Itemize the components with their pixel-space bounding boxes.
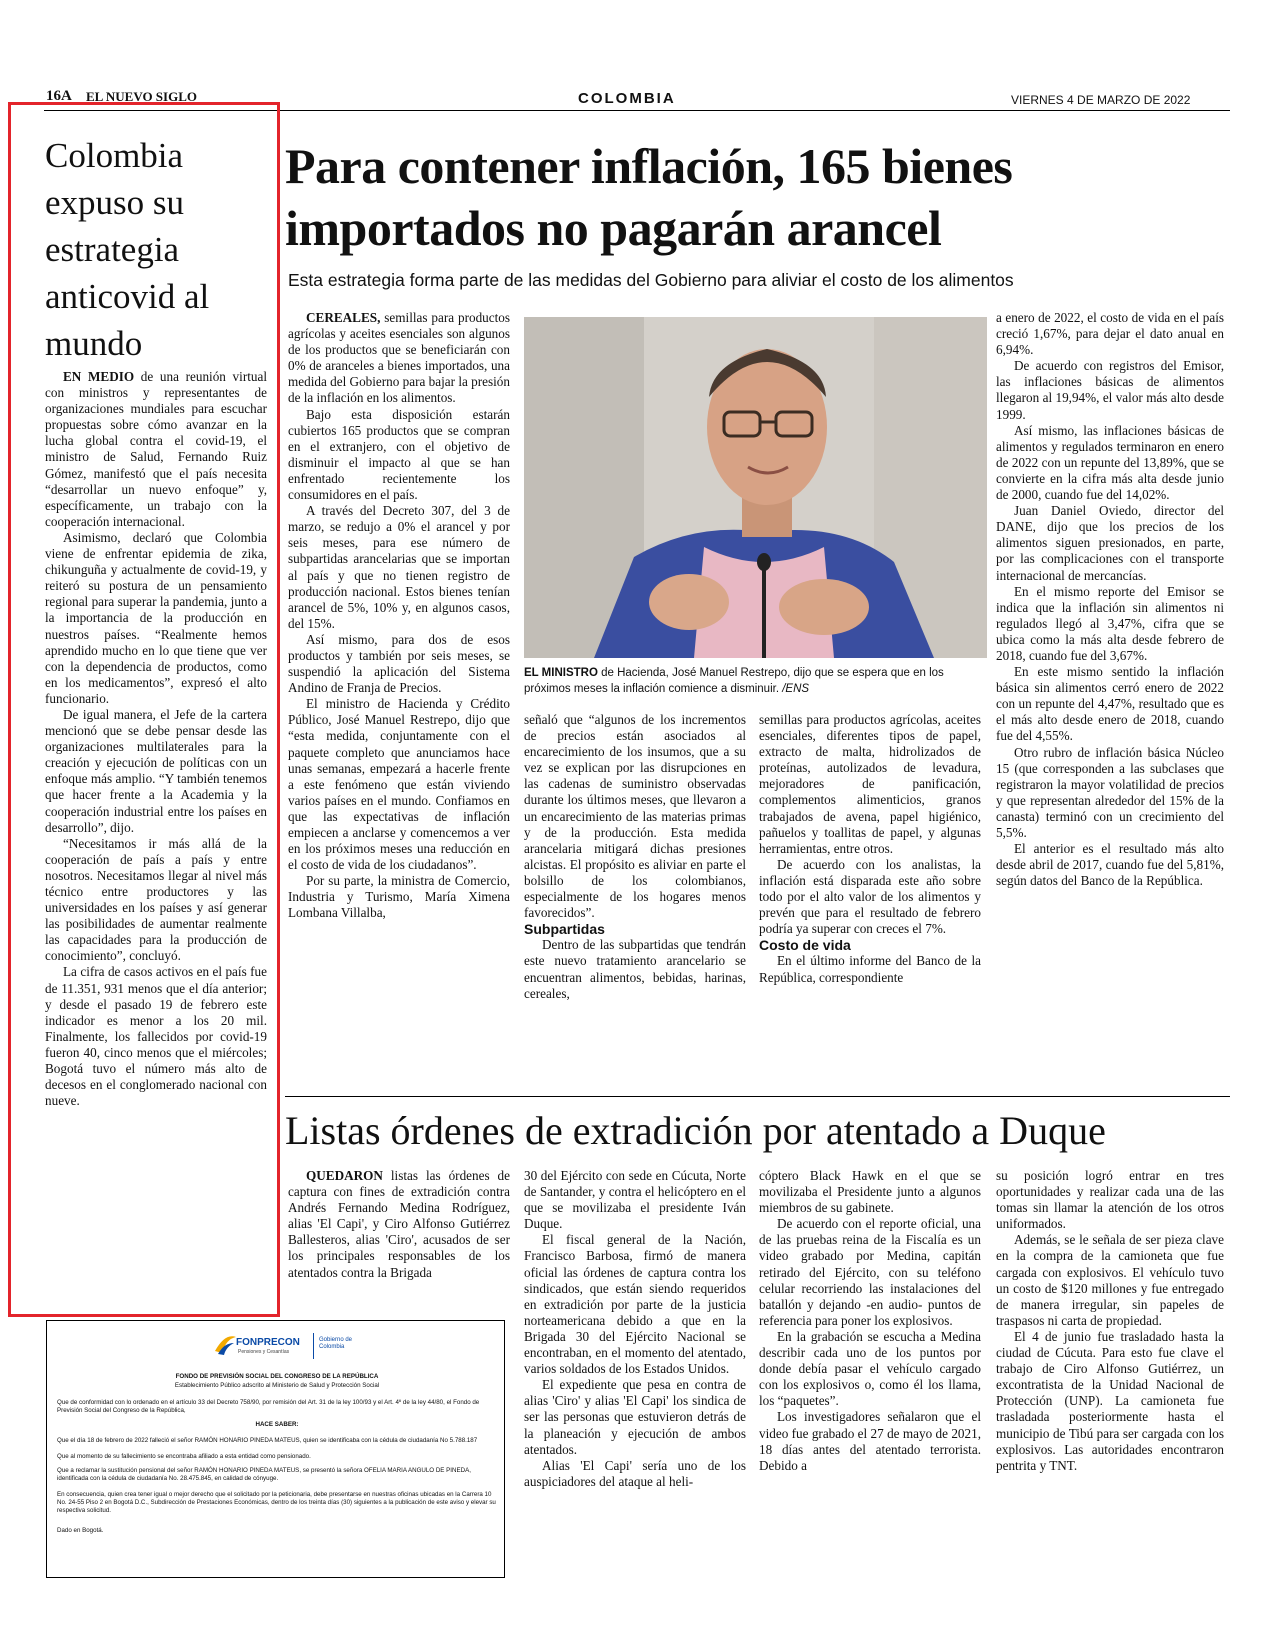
main-column-2 [524, 712, 746, 1002]
minister-illustration [524, 317, 987, 658]
main-paragraph: Así mismo, las inflaciones básicas de alimentos y regulados terminaron en enero de 2022 con un repunte del 13,89%, que se convierte en la cifra más alta desde junio de 2000, cuando fue del 14,02%. [996, 422, 1224, 503]
main-headline: Para contener inflación, 165 bienes importados no pagarán arancel [285, 138, 1013, 256]
logo-divider [313, 1333, 314, 1359]
fonprecon-logo-icon [212, 1331, 238, 1357]
photo-caption [524, 665, 989, 697]
second-paragraph: Alias 'El Capi' sería uno de los auspiciadores del ataque al heli- [524, 1457, 746, 1489]
second-column-1 [288, 1168, 510, 1281]
main-paragraph: Así mismo, para dos de esos productos y también por seis meses, se suspendió la aplicación del Sistema Andino de Franja de Precios. [288, 631, 510, 696]
main-paragraph: En este mismo sentido la inflación básica sin alimentos cerró enero de 2022 con un repunte del 4,47%, resultado que es el más alto desde enero de 2018, cuando fue del 4,55%. [996, 664, 1224, 744]
second-paragraph: El fiscal general de la Nación, Francisco Barbosa, firmó de manera oficial las órdenes de captura contra los sindicados, que están siendo requeridos en extradición por parte de la justicia norteamericana debido a que en la Brigada 30 del Ejército Nacional se encontraban, en el momento del atentado, varios soldados de los Estados Unidos. [524, 1232, 746, 1377]
sidebar-title: Colombia expuso su estrategia anticovid al mundo [45, 136, 210, 363]
second-paragraph: listas las órdenes de captura con fines de extradición contra Andrés Fernando Medina Rodríguez, alias 'El Capi', y Ciro Alfonso Gutiérrez Ballesteros, alias 'Ciro', acusados de ser los principales responsables de los atentados contra la Brigada [288, 1168, 510, 1280]
sidebar-paragraph: De igual manera, el Jefe de la cartera mencionó que se debe pensar desde las organizaciones multilaterales para la creación y ejecución de políticas con un enfoque más amplio. “Y también tenemos que hacer frente a la Academia y la cooperación industrial entre los países en desarrollo”, dijo. [45, 706, 267, 835]
notice-heading: HACE SABER: [255, 1421, 299, 1428]
main-paragraph: a enero de 2022, el costo de vida en el país creció 1,67%, para dejar el dato anual en 6,94%. [996, 310, 1224, 358]
caption-text: de Hacienda, José Manuel Restrepo, dijo que se espera que en los próximos meses la inflación comience a disminuir. [524, 667, 944, 695]
sidebar-paragraph: Asimismo, declaró que Colombia viene de enfrentar epidemia de zika, chikunguña y actualmente de covid-19, y reiteró su postura de un pensamiento regional para superar la pandemia, junto a la importancia de la producción en nuestros países. “Realmente hemos aprendido mucho en lo que tiene que ver con la dependencia de productos, como en los medicamentos”, expresó el alto funcionario. [45, 529, 267, 706]
fonprecon-logo [212, 1331, 312, 1363]
second-lead: QUEDARON [306, 1168, 383, 1183]
main-paragraph: semillas para productos agrícolas, aceites esenciales, diferentes tipos de papel, extracto de malta, hidrolizados de proteínas, autolizados de levadura, mejoradores de panificación, complementos alimenticios, granos trabajados de avena, papel higiénico, pañuelos y toallitas de papel, y algunas herramientas, entre otros. [759, 712, 981, 856]
main-lead: CEREALES, [306, 310, 381, 325]
main-paragraph: De acuerdo con registros del Emisor, las inflaciones básicas de alimentos llegaron al 19,94%, el valor más alto desde 1999. [996, 358, 1224, 422]
main-paragraph: Otro rubro de inflación básica Núcleo 15 (que corresponden a las subclases que registraron la mayor volatilidad de precios y que representan alrededor del 15% de la canasta) terminó con un crecimiento del 5,5%. [996, 744, 1224, 840]
notice-paragraph: Dado en Bogotá. [57, 1527, 104, 1534]
sidebar-body [45, 369, 267, 1109]
legal-notice [46, 1320, 505, 1578]
notice-paragraph: Que al momento de su fallecimiento se encontraba afiliado a esta entidad como pensionado. [57, 1453, 311, 1460]
main-column-4 [996, 310, 1224, 889]
second-headline: Listas órdenes de extradición por atentado a Duque [285, 1108, 1106, 1153]
main-paragraph: Por su parte, la ministra de Comercio, Industria y Turismo, María Ximena Lombana Villalba, [288, 873, 510, 921]
second-paragraph: Los investigadores señalaron que el video fue grabado el 27 de mayo de 2021, 18 días antes del atentado terrorista. Debido a [759, 1409, 981, 1473]
notice-entity-sub: Establecimiento Público adscrito al Ministerio de Salud y Protección Social [174, 1382, 380, 1389]
main-subheadline: Esta estrategia forma parte de las medidas del Gobierno para aliviar el costo de los alimentos [288, 270, 1014, 290]
sidebar-paragraph: “Necesitamos ir más allá de la cooperación de país a país y entre nosotros. Necesitamos llegar al nivel más técnico entre productores y las universidades en los países y así generar las posibilidades de aumentar realmente las capacidades para la producción de conocimiento”, concluyó. [45, 835, 267, 964]
main-paragraph: Dentro de las subpartidas que tendrán este nuevo tratamiento arancelario se encuentran alimentos, bebidas, harinas, cereales, [524, 937, 746, 1001]
logo-text: FONPRECON [236, 1337, 300, 1348]
main-paragraph: semillas para productos agrícolas y aceites esenciales son algunos de los productos que se beneficiarán con 0% de aranceles a bienes importados, una medida del Gobierno para bajar la presión de la inflación en los alimentos. [288, 310, 510, 406]
gov-logo-text: Gobierno de Colombia [319, 1337, 353, 1350]
sidebar-paragraph: de una reunión virtual con ministros y representantes de organizaciones mundiales para escuchar propuestas sobre cómo avanzar en la lucha global contra el covid-19, el ministro de Salud, Fernando Ruiz Gómez, manifestó que el país necesita “desarrollar un nuevo enfoque” y, específicamente, un trabajo con la cooperación internacional. [45, 369, 267, 529]
sidebar-lead: EN MEDIO [63, 369, 135, 384]
main-paragraph: De acuerdo con los analistas, la inflación está disparada este año sobre todo por el alto valor de los alimentos y prevén que para el resultado de febrero podría ya superar con creces el 7%. [759, 856, 981, 937]
notice-paragraph: Que el día 18 de febrero de 2022 falleció el señor RAMÓN HONARIO PINEDA MATEUS, quien se identificaba con la cédula de ciudadanía No 5.788.187 [57, 1437, 478, 1444]
main-paragraph: Juan Daniel Oviedo, director del DANE, dijo que los precios de los alimentos siguen presionados, en parte, por las complicaciones con el transporte internacional de mercancías. [996, 503, 1224, 583]
main-paragraph: Bajo esta disposición estarán cubiertos 165 productos que se compran en el extranjero, con el objetivo de disminuir el impacto al que se han enfrentado recientemente los consumidores en el país. [288, 406, 510, 503]
second-paragraph: su posición logró entrar en tres oportunidades y realizar cada una de las tomas sin llamar la atención de los otros uniformados. [996, 1168, 1224, 1232]
second-paragraph: Además, se le señala de ser pieza clave en la compra de la camioneta que fue cargada con explosivos. El vehículo tuvo un costo de $120 millones y fue entregado de manera irregular, sin papeles de traspasos ni carta de propiedad. [996, 1232, 1224, 1328]
notice-paragraph: En consecuencia, quien crea tener igual o mejor derecho que el solicitado por la peticionaria, debe presentarse en nuestras oficinas ubicadas en la Carrera 10 No. 24-55 Piso 2 en Bogotá D.C., Subdirección de Prestaciones Económicas, dentro de los treinta días (30) siguientes a la publicación de este aviso y elevar su respectiva solicitud. [57, 1491, 496, 1514]
second-paragraph: De acuerdo con el reporte oficial, una de las pruebas reina de la Fiscalía es un video grabado por Medina, capitán retirado del Ejército, con su teléfono celular recorriendo las instalaciones del batallón y dejando -en audio- puntos de referencia para poner los explosivos. [759, 1216, 981, 1328]
second-column-3 [759, 1168, 981, 1474]
main-paragraph: En el mismo reporte del Emisor se indica que la inflación sin alimentos ni regulados llegó al 3,47%, cifra que se ubica como la más alta desde febrero de 2018, cuando fue del 3,67%. [996, 583, 1224, 663]
main-paragraph: A través del Decreto 307, del 3 de marzo, se redujo a 0% el arancel y por seis meses, para ese número de subpartidas arancelarias que se importan al país y que no tienen registro de producción nacional. Estos bienes tenían arancel de 5%, 10% y, en algunos casos, del 15%. [288, 503, 510, 631]
article-divider [285, 1096, 1230, 1097]
second-column-2 [524, 1168, 746, 1490]
logo-subtext: Pensiones y Cesantías [238, 1349, 290, 1355]
notice-entity: FONDO DE PREVISIÓN SOCIAL DEL CONGRESO DE LA REPÚBLICA [175, 1373, 379, 1380]
second-paragraph: En la grabación se escucha a Medina describir cada uno de los puntos por donde debía pasar el vehículo cargado con los explosivos o, como él los llama, los “paquetes”. [759, 1328, 981, 1409]
second-column-4 [996, 1168, 1224, 1474]
caption-lead: EL MINISTRO [524, 667, 598, 679]
main-paragraph: señaló que “algunos de los incrementos de precios están asociados al encarecimiento de los insumos, que a su vez se explican por las disrupciones en las cadenas de suministro observadas durante los últimos meses, que llevaron a un encarecimiento de las materias primas y de la producción. Esta medida arancelaria mitigará dichas presiones alcistas. El propósito es aliviar en parte el bolsillo de los colombianos, especialmente de los hogares menos favorecidos”. [524, 712, 746, 921]
main-paragraph: En el último informe del Banco de la República, correspondiente [759, 953, 981, 985]
caption-credit: /ENS [779, 683, 810, 695]
main-column-1 [288, 310, 510, 922]
second-paragraph: El expediente que pesa en contra de alias 'Ciro' y alias 'El Capi' los sindica de ser las personas que estuvieron detrás de la planeación y ejecución de ambos atentados. [524, 1377, 746, 1457]
main-column-3 [759, 712, 981, 986]
second-paragraph: cóptero Black Hawk en el que se movilizaba el Presidente junto a algunos miembros de su gabinete. [759, 1168, 981, 1216]
page-number: 16A [46, 88, 72, 104]
subhead-costo-de-vida: Costo de vida [759, 937, 851, 954]
second-paragraph: 30 del Ejército con sede en Cúcuta, Norte de Santander, y contra el helicóptero en el que se movilizaba el presidente Iván Duque. [524, 1168, 746, 1232]
section-label: COLOMBIA [578, 90, 676, 107]
notice-paragraph: Que de conformidad con lo ordenado en el artículo 33 del Decreto 758/90, por remisión del Art. 31 de la ley 100/93 y el Art. 4º de la ley 44/80, el Fondo de Previsión Social del Congreso de la República, [57, 1399, 480, 1414]
subhead-subpartidas: Subpartidas [524, 921, 605, 938]
main-paragraph: El anterior es el resultado más alto desde abril de 2017, cuando fue del 5,81%, según datos del Banco de la República. [996, 841, 1224, 889]
sidebar-paragraph: La cifra de casos activos en el país fue de 11.351, 931 menos que el día anterior; y desde el pasado 19 de febrero este indicador es menor a los 20 mil. Finalmente, los fallecidos por covid-19 fueron 40, cinco menos que el miércoles; Bogotá tuvo el número más alto de decesos en el conglomerado nacional con nueve. [45, 964, 267, 1109]
minister-photo [524, 317, 987, 658]
paper-name: EL NUEVO SIGLO [86, 89, 197, 104]
notice-paragraph: Que a reclamar la sustitución pensional del señor RAMÓN HONARIO PINEDA MATEUS, se presentó la señora OFELIA MARIA ANGULO DE PINEDA, identificada con la cédula de ciudadanía No. 28.475.845, en calidad de cónyuge. [57, 1467, 471, 1482]
main-paragraph: El ministro de Hacienda y Crédito Público, José Manuel Restrepo, dijo que “esta medida, conjuntamente con el paquete completo que anunciamos hace unas semanas, empezará a hacerle frente a este fenómeno que están viviendo varios países en el mundo. Confiamos en que las expectativas de inflación empiecen a anclarse y comencemos a ver en los próximos meses una reducción en el costo de vida de los ciudadanos”. [288, 696, 510, 873]
second-paragraph: El 4 de junio fue trasladado hasta la ciudad de Cúcuta. Para esto fue clave el trabajo de Ciro Alfonso Gutiérrez, un excontratista de la Unidad Nacional de Protección (UNP). La camioneta fue trasladada posteriormente hasta el municipio de Tibú para ser cargada con los explosivos. Las autoridades encontraron pentrita y TNT. [996, 1328, 1224, 1473]
issue-date: VIERNES 4 DE MARZO DE 2022 [1011, 93, 1191, 107]
